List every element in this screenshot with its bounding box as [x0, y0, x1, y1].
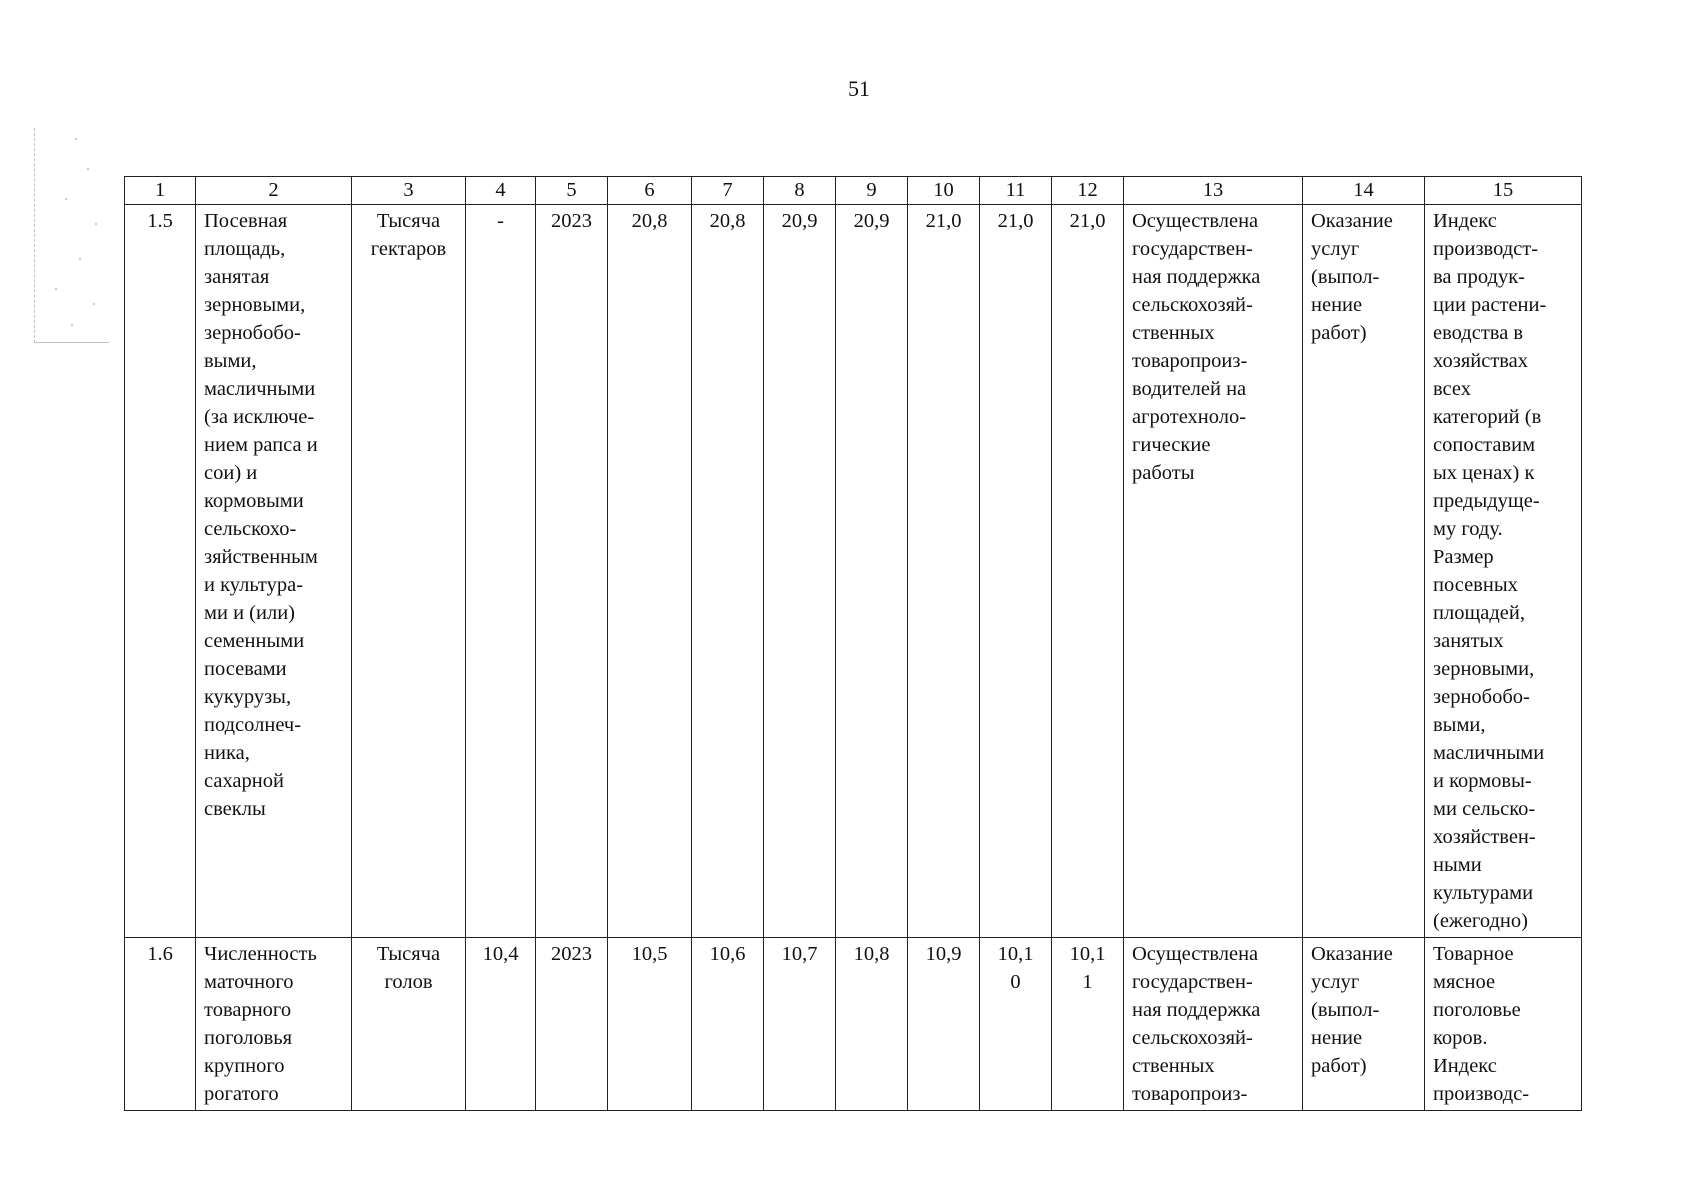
indicators-table — [124, 176, 1582, 1111]
value-cell: 20,9 — [764, 205, 836, 938]
value-cell: 10,9 — [908, 938, 980, 1111]
base-year-cell: 2023 — [536, 938, 608, 1111]
unit-cell: Тысяча гектаров — [352, 205, 466, 938]
value-cell: 21,0 — [1052, 205, 1124, 938]
column-header: 6 — [608, 177, 692, 205]
column-header: 9 — [836, 177, 908, 205]
result-type-cell: Оказание услуг (выпол- нение работ) — [1303, 205, 1425, 938]
column-header: 7 — [692, 177, 764, 205]
value-cell: 21,0 — [980, 205, 1052, 938]
indicator-name: Посевная площадь, занятая зерновыми, зернобобо- выми, масличными (за исключе- нием рапса и сои) и кормовыми сельскохо- зяйственным и культура- ми и (или) семенными посевами кукурузы, подсолнеч- ника, сахарной свеклы — [196, 205, 352, 938]
linked-indicator-cell: Товарное мясное поголовье коров. Индекс производс- — [1425, 938, 1582, 1111]
base-year-cell: 2023 — [536, 205, 608, 938]
unit-cell: Тысяча голов — [352, 938, 466, 1111]
table-row — [125, 938, 1582, 1111]
column-header: 4 — [466, 177, 536, 205]
column-header: 8 — [764, 177, 836, 205]
value-cell: 10,7 — [764, 938, 836, 1111]
value-cell: 20,9 — [836, 205, 908, 938]
base-value-cell: 10,4 — [466, 938, 536, 1111]
column-header: 14 — [1303, 177, 1425, 205]
value-cell: 10,1 1 — [1052, 938, 1124, 1111]
margin-stamp-mark — [34, 128, 109, 343]
value-cell: 20,8 — [692, 205, 764, 938]
result-description-cell: Осуществлена государствен- ная поддержка сельскохозяй- ственных товаропроиз- водителей на агротехноло- гические работы — [1124, 205, 1303, 938]
column-header: 11 — [980, 177, 1052, 205]
value-cell: 10,8 — [836, 938, 908, 1111]
value-cell: 21,0 — [908, 205, 980, 938]
row-number: 1.6 — [125, 938, 196, 1111]
base-value-cell: - — [466, 205, 536, 938]
column-header: 2 — [196, 177, 352, 205]
value-cell: 20,8 — [608, 205, 692, 938]
linked-indicator-cell: Индекс производст- ва продук- ции растени- еводства в хозяйствах всех категорий (в сопоставим ых ценах) к предыдуще- му году. Размер посевных площадей, занятых зерновыми, зернобобо- выми, масличными и кормовы- ми сельско- хозяйствен- ными культурами (ежегодно) — [1425, 205, 1582, 938]
column-header: 13 — [1124, 177, 1303, 205]
result-type-cell: Оказание услуг (выпол- нение работ) — [1303, 938, 1425, 1111]
page-number: 51 — [848, 76, 870, 101]
value-cell: 10,5 — [608, 938, 692, 1111]
column-header: 1 — [125, 177, 196, 205]
column-header: 5 — [536, 177, 608, 205]
column-header: 3 — [352, 177, 466, 205]
result-description-cell: Осуществлена государствен- ная поддержка сельскохозяй- ственных товаропроиз- — [1124, 938, 1303, 1111]
value-cell: 10,6 — [692, 938, 764, 1111]
table-row — [125, 205, 1582, 938]
indicator-name: Численность маточного товарного поголовья крупного рогатого — [196, 938, 352, 1111]
row-number: 1.5 — [125, 205, 196, 938]
table-header-row — [125, 177, 1582, 205]
column-header: 10 — [908, 177, 980, 205]
column-header: 12 — [1052, 177, 1124, 205]
value-cell: 10,1 0 — [980, 938, 1052, 1111]
column-header: 15 — [1425, 177, 1582, 205]
